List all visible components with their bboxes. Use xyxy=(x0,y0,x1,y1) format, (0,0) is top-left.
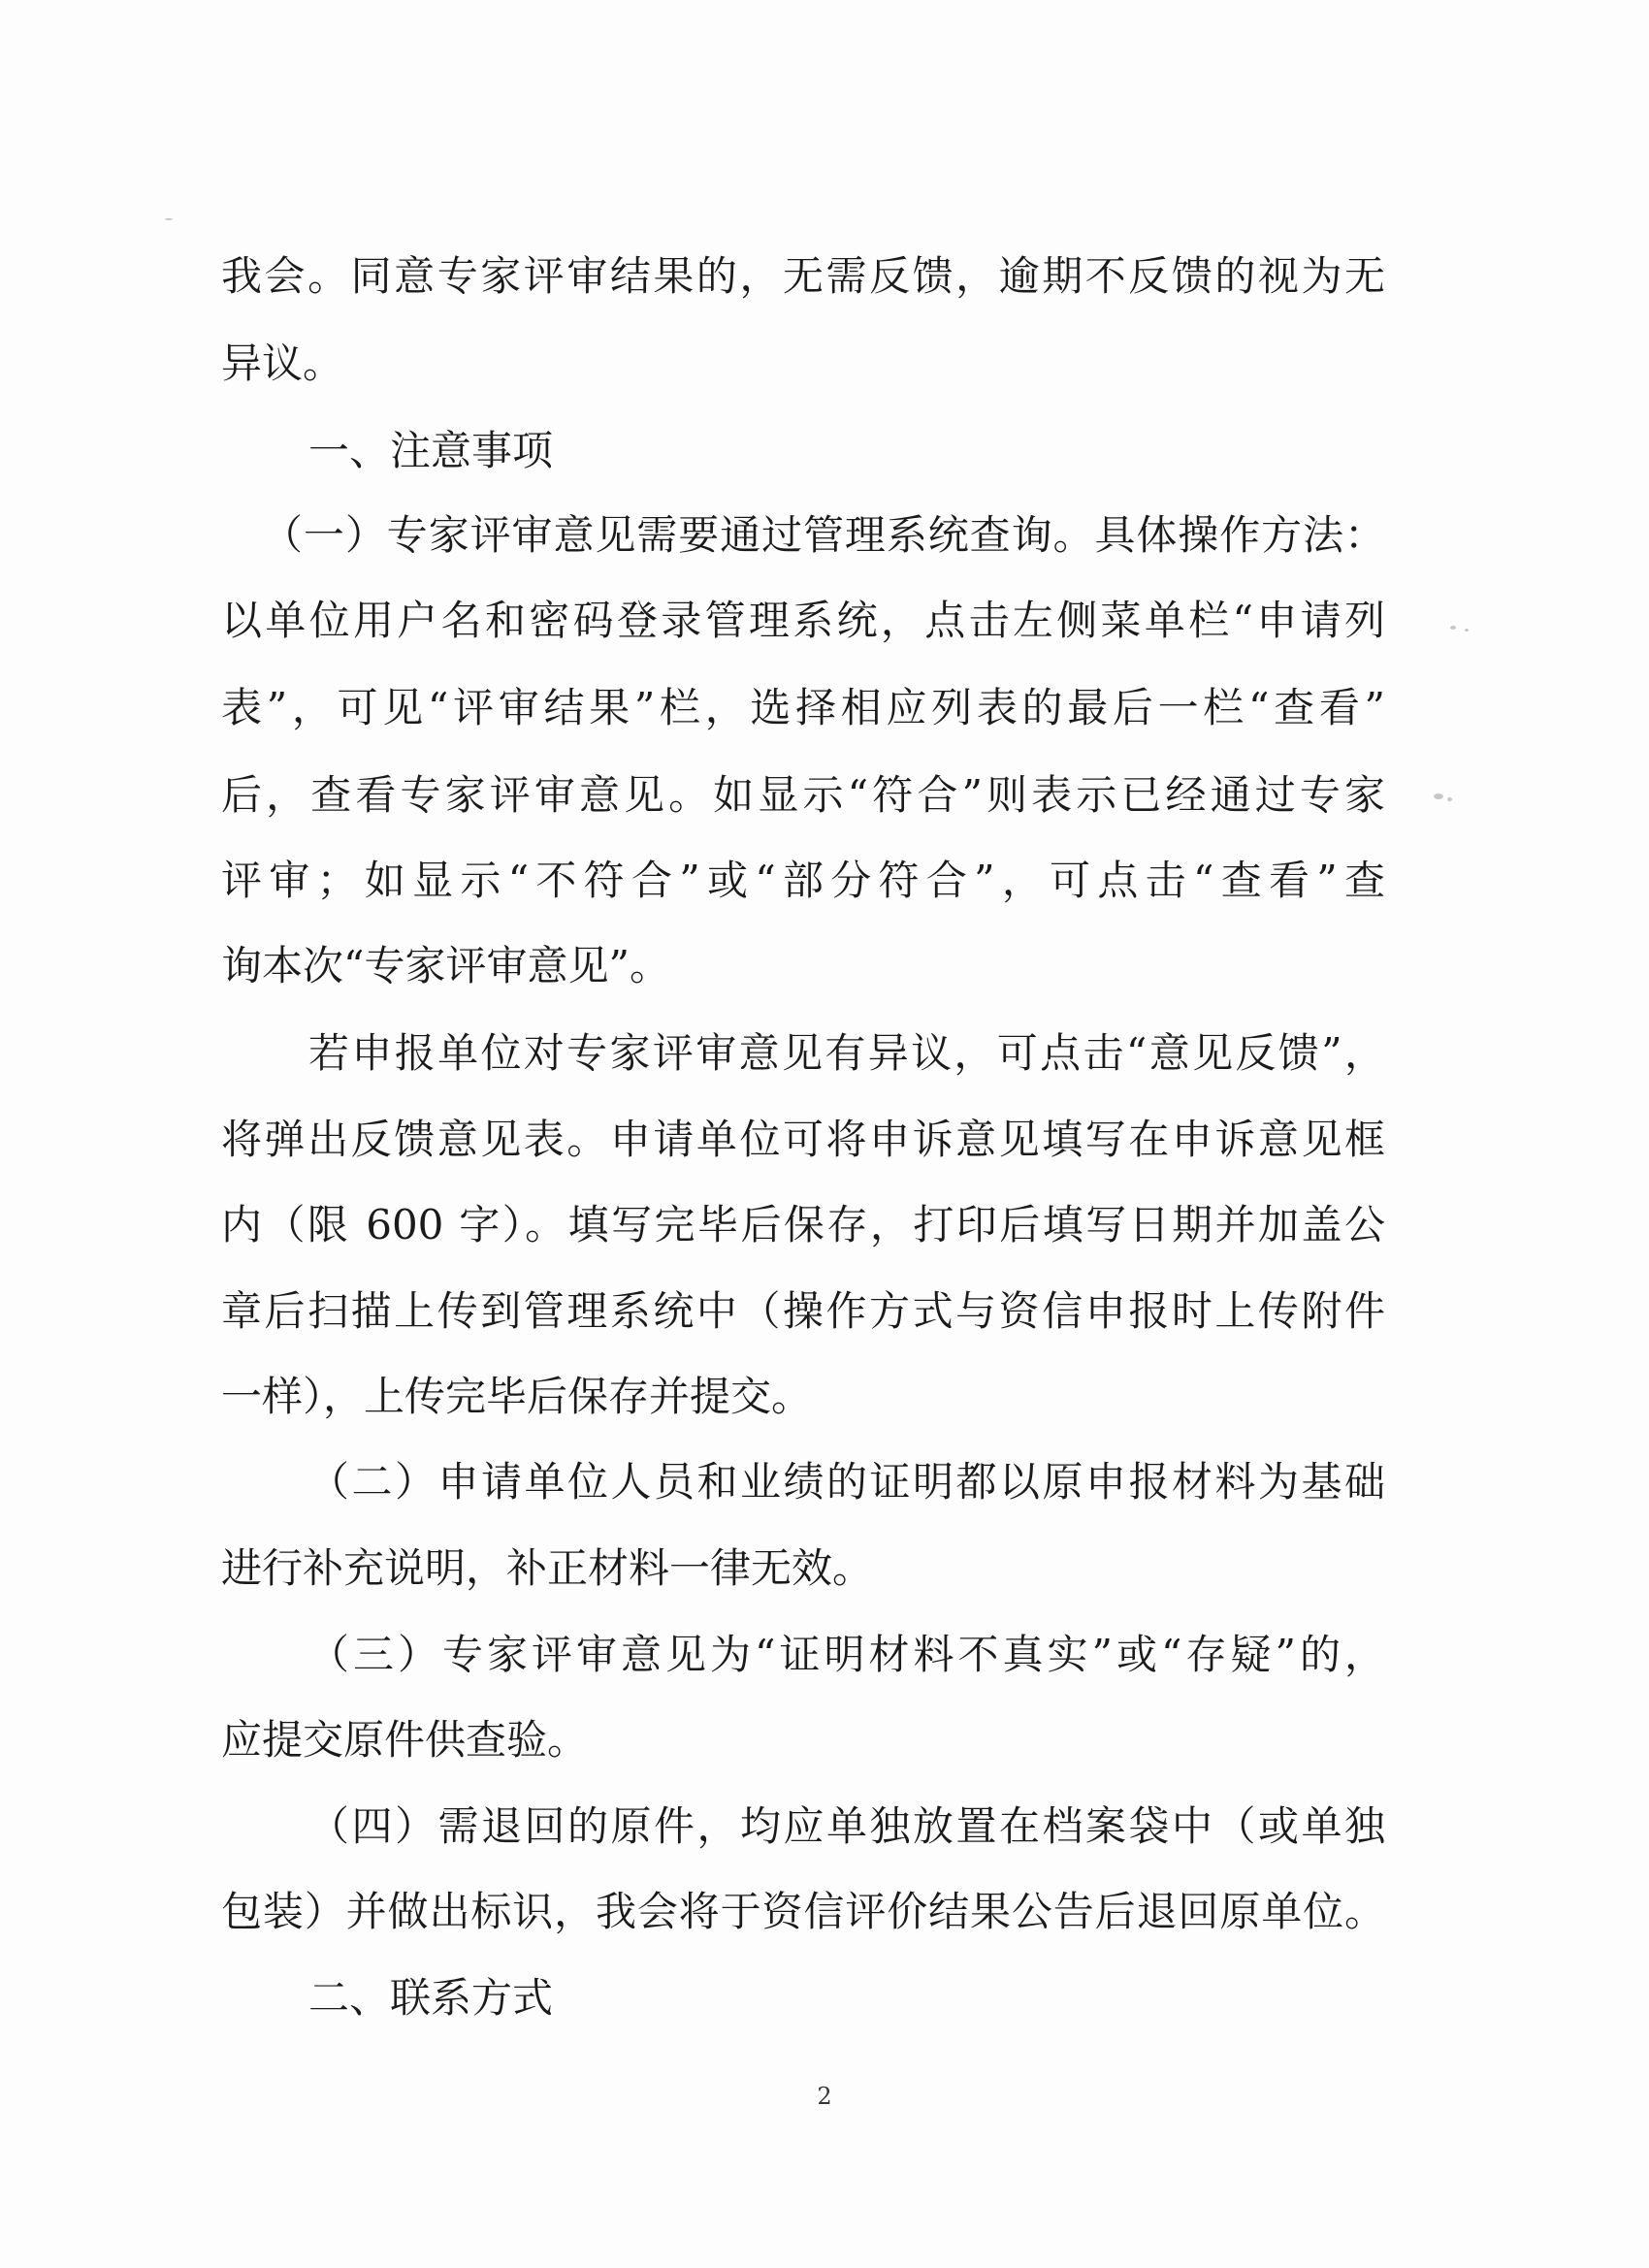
paragraph-line: 进行补充说明，补正材料一律无效。 xyxy=(221,1544,874,1592)
scan-speck xyxy=(165,218,173,220)
paragraph-line: 以单位用户名和密码登录管理系统，点击左侧菜单栏“申请列 xyxy=(221,597,1385,644)
paragraph-line: 应提交原件供查验。 xyxy=(221,1716,589,1764)
paragraph-line: 一样），上传完毕后保存并提交。 xyxy=(221,1373,813,1420)
scan-speck xyxy=(1447,797,1452,801)
paragraph-line: （一）专家评审意见需要通过管理系统查询。具体操作方法： xyxy=(262,511,1385,559)
paragraph-line: （四）需退回的原件，均应单独放置在档案袋中（或单独 xyxy=(308,1802,1385,1850)
paragraph-line: 包装）并做出标识，我会将于资信评价结果公告后退回原单位。 xyxy=(221,1888,1385,1935)
scan-speck xyxy=(1450,626,1456,630)
paragraph-line: （二）申请单位人员和业绩的证明都以原申报材料为基础 xyxy=(308,1458,1385,1506)
paragraph-line: 评审；如显示“不符合”或“部分符合”，可点击“查看”查 xyxy=(221,857,1385,904)
paragraph-line: 询本次“专家评审意见”。 xyxy=(221,942,670,989)
section-heading: 一、注意事项 xyxy=(308,427,554,474)
paragraph-line: 我会。同意专家评审结果的，无需反馈，逾期不反馈的视为无 xyxy=(221,252,1385,300)
paragraph-line: （三）专家评审意见为“证明材料不真实”或“存疑”的， xyxy=(308,1631,1385,1678)
paragraph-line: 章后扫描上传到管理系统中（操作方式与资信申报时上传附件 xyxy=(221,1287,1385,1335)
paragraph-line: 内（限 600 字）。填写完毕后保存，打印后填写日期并加盖公 xyxy=(221,1201,1385,1248)
paragraph-line: 若申报单位对专家评审意见有异议，可点击“意见反馈”， xyxy=(308,1029,1385,1077)
paragraph-line: 后，查看专家评审意见。如显示“符合”则表示已经通过专家 xyxy=(221,771,1385,819)
scan-speck xyxy=(1434,794,1443,799)
scan-speck xyxy=(1465,629,1469,632)
page-number: 2 xyxy=(817,2083,832,2110)
paragraph-line: 将弹出反馈意见表。申请单位可将申诉意见填写在申诉意见框 xyxy=(221,1116,1385,1163)
paragraph-line: 表”，可见“评审结果”栏，选择相应列表的最后一栏“查看” xyxy=(221,684,1385,731)
paragraph-line: 异议。 xyxy=(221,340,344,387)
section-heading: 二、联系方式 xyxy=(308,1974,554,2022)
